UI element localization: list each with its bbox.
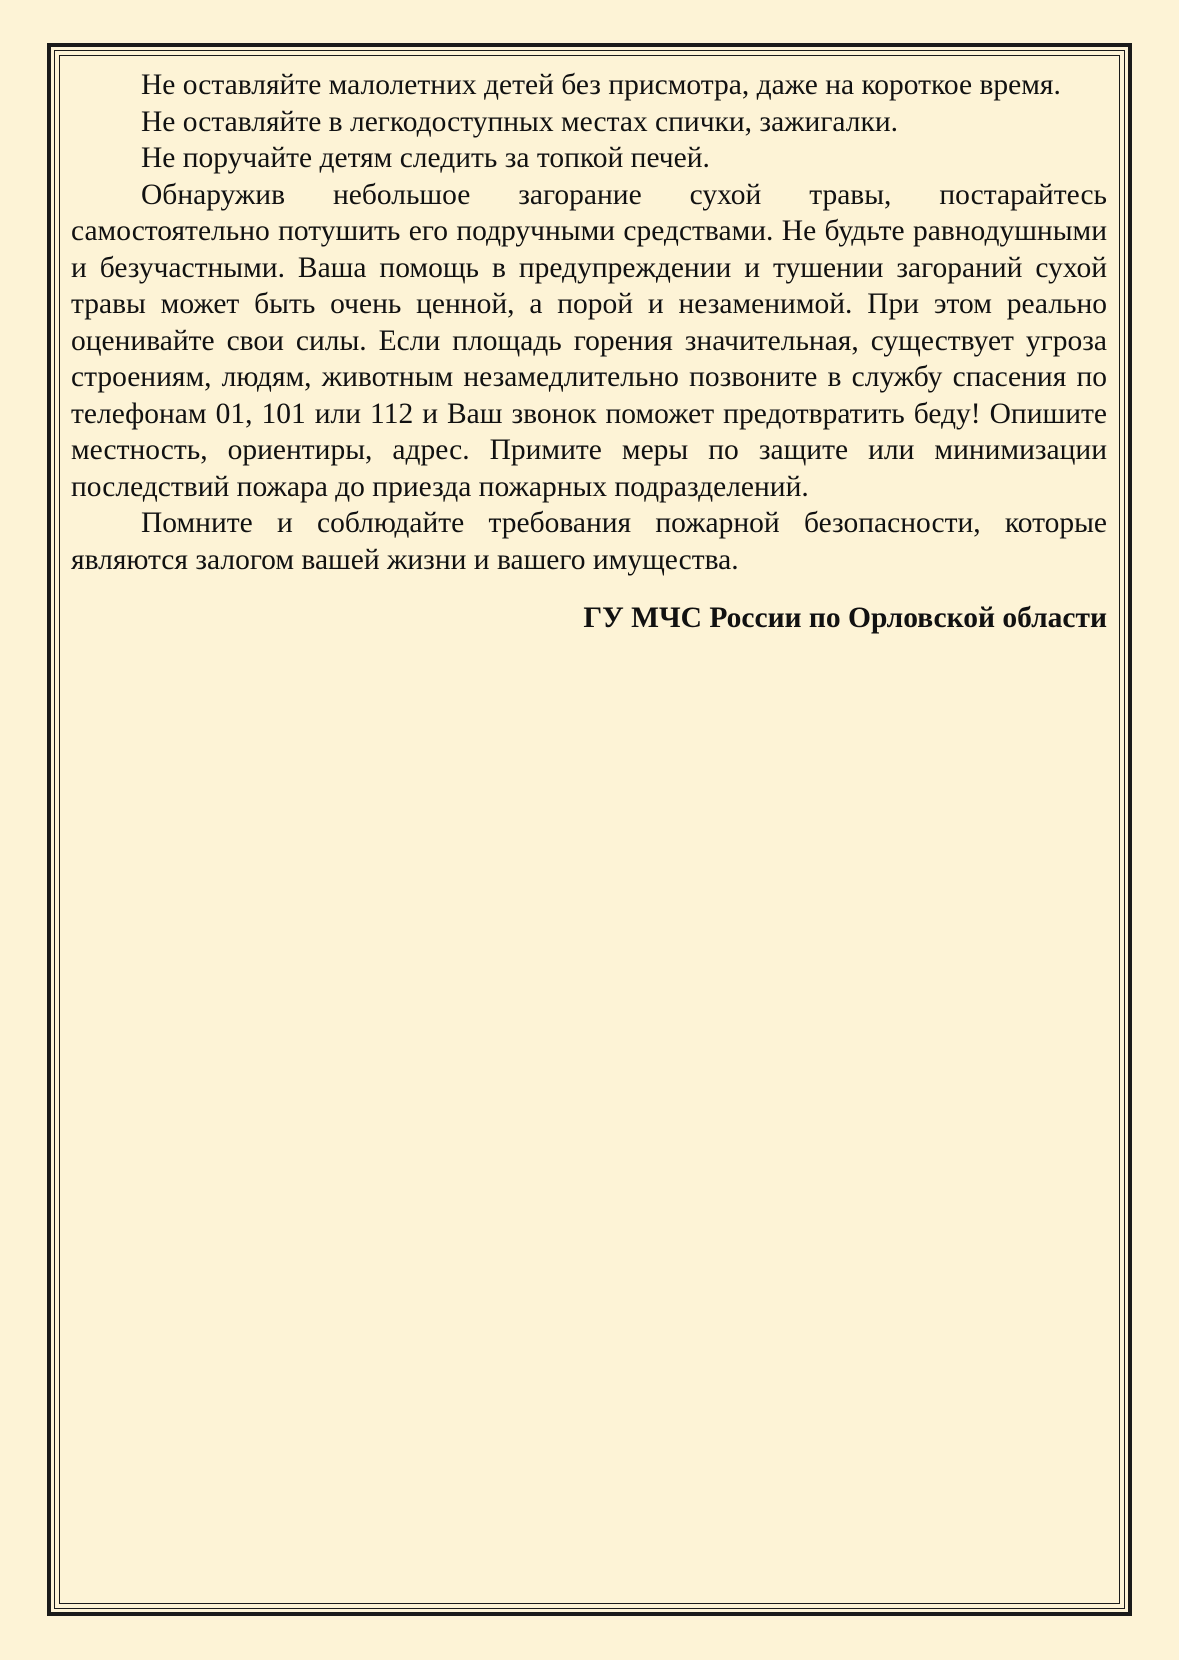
- paragraph-fire-safety-reminder: Помните и соблюдайте требования пожарной безопасности, которые являются залогом вашей жизни и вашего имущества.: [71, 507, 1107, 576]
- paragraph-matches-lighters: Не оставляйте в легкодоступных местах спички, зажигалки.: [141, 105, 899, 138]
- document-body: [71, 67, 1107, 637]
- paragraph-children-supervision: Не оставляйте малолетних детей без присмотра, даже на короткое время.: [141, 69, 1061, 101]
- signature-organization: ГУ МЧС России по Орловской области: [583, 602, 1107, 634]
- paragraph-stove-heating: Не поручайте детям следить за топкой печей.: [141, 142, 710, 174]
- paragraph-dry-grass-fire: Обнаружив небольшое загорание сухой травы, постарайтесь самостоятельно потушить его подручными средствами. Не будьте равнодушными и безучастными. Ваша помощь в предупреждении и тушении загораний сухой травы может быть очень ценной, а порой и незаменимой. При этом реально оценивайте свои силы. Если площадь горения значительная, существует угроза строениям, людям, животным незамедлительно позвоните в службу спасения по телефонам 01, 101 или 112 и Ваш звонок поможет предотвратить беду! Опишите местность, ориентиры, адрес. Примите меры по защите или минимизации последствий пожара до приезда пожарных подразделений.: [71, 178, 1107, 503]
